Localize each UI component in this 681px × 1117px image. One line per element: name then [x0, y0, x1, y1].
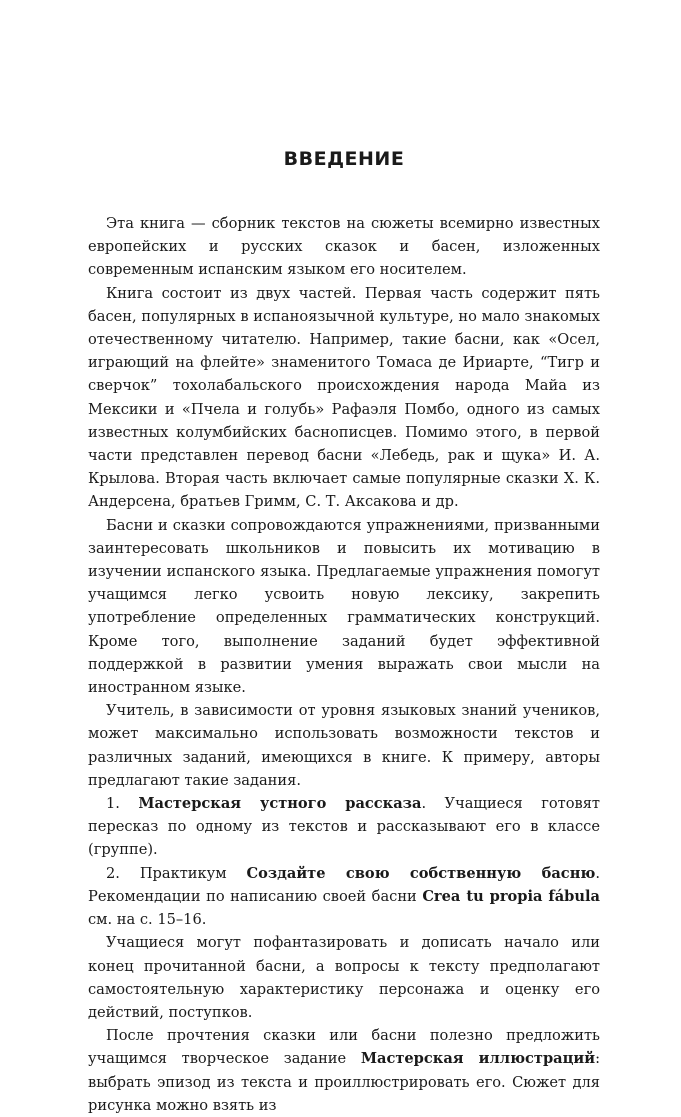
text-run: 1.	[106, 795, 139, 813]
paragraph	[88, 514, 600, 700]
text-run: . Учащиеся готовят пересказ по одному из текстов и рассказывают его в классе (группе).	[88, 795, 600, 859]
text-run: Учащиеся могут пофантазировать и дописать начало или конец прочитанной басни, а вопросы к тексту предполагают самостоятельную характеристику персонажа и оценку его действий, поступков.	[88, 934, 600, 1021]
paragraph	[88, 1024, 600, 1117]
text-run: Книга состоит из двух частей. Первая часть содержит пять басен, популярных в испаноязычной культуре, но мало знакомых отечественному читателю. Например, такие басни, как «Осел, играющий на флейте» знаменитого Томаса де Ириарте, “Тигр и сверчок” тохолабальского происхождения народа Майа из Мексики и «Пчела и голубь» Рафаэля Помбо, одного из самых известных колумбийских баснописцев. Помимо этого, в первой части представлен перевод басни «Лебедь, рак и щука» И. А. Крылова. Вторая часть включает самые популярные сказки Х. К. Андерсена, братьев Гримм, С. Т. Аксакова и др.	[88, 284, 600, 511]
text-run: 2. Практикум	[106, 864, 247, 882]
task-name-bold: Создайте свою собственную басню	[246, 864, 596, 882]
task-item	[88, 792, 600, 862]
paragraph	[88, 931, 600, 1024]
text-run: Эта книга — сборник текстов на сюжеты всемирно известных европейских и русских сказок и басен, изложенных современным испанским языком его носителем.	[88, 215, 600, 279]
paragraph	[88, 212, 600, 282]
body-text	[88, 212, 600, 1117]
text-run: Учитель, в зависимости от уровня языковых знаний учеников, может максимально использовать возможности текстов и различных заданий, имеющихся в книге. К примеру, авторы предлагают такие задания.	[88, 702, 600, 789]
page-title: ВВЕДЕНИЕ	[283, 148, 405, 170]
task-name-bold: Мастерская устного рассказа	[138, 795, 422, 813]
page-content	[88, 148, 600, 1117]
text-run: После прочтения сказки или басни полезно предложить учащимся творческое задание	[88, 1027, 600, 1068]
text-run: Басни и сказки сопровождаются упражнениями, призванными заинтересовать школьников и повысить их мотивацию в изучении испанского языка. Предлагаемые упражнения помогут учащимся легко усвоить новую лексику, закрепить употребление определенных грамматических конструкций. Кроме того, выполнение заданий будет эффективной поддержкой в развитии умения выражать свои мысли на иностранном языке.	[88, 516, 600, 697]
paragraph	[88, 699, 600, 792]
text-run: . Рекомендации по написанию своей басни	[88, 864, 600, 905]
task-name-bold: Мастерская иллюстраций	[360, 1050, 596, 1068]
task-item	[88, 862, 600, 932]
text-run: : выбрать эпизод из текста и проиллюстрировать его. Сюжет для рисунка можно взять из	[88, 1050, 600, 1114]
text-run: см. на с. 15–16.	[88, 911, 207, 929]
spanish-title-bold: Crea tu propia fábula	[422, 887, 600, 905]
paragraph	[88, 282, 600, 514]
